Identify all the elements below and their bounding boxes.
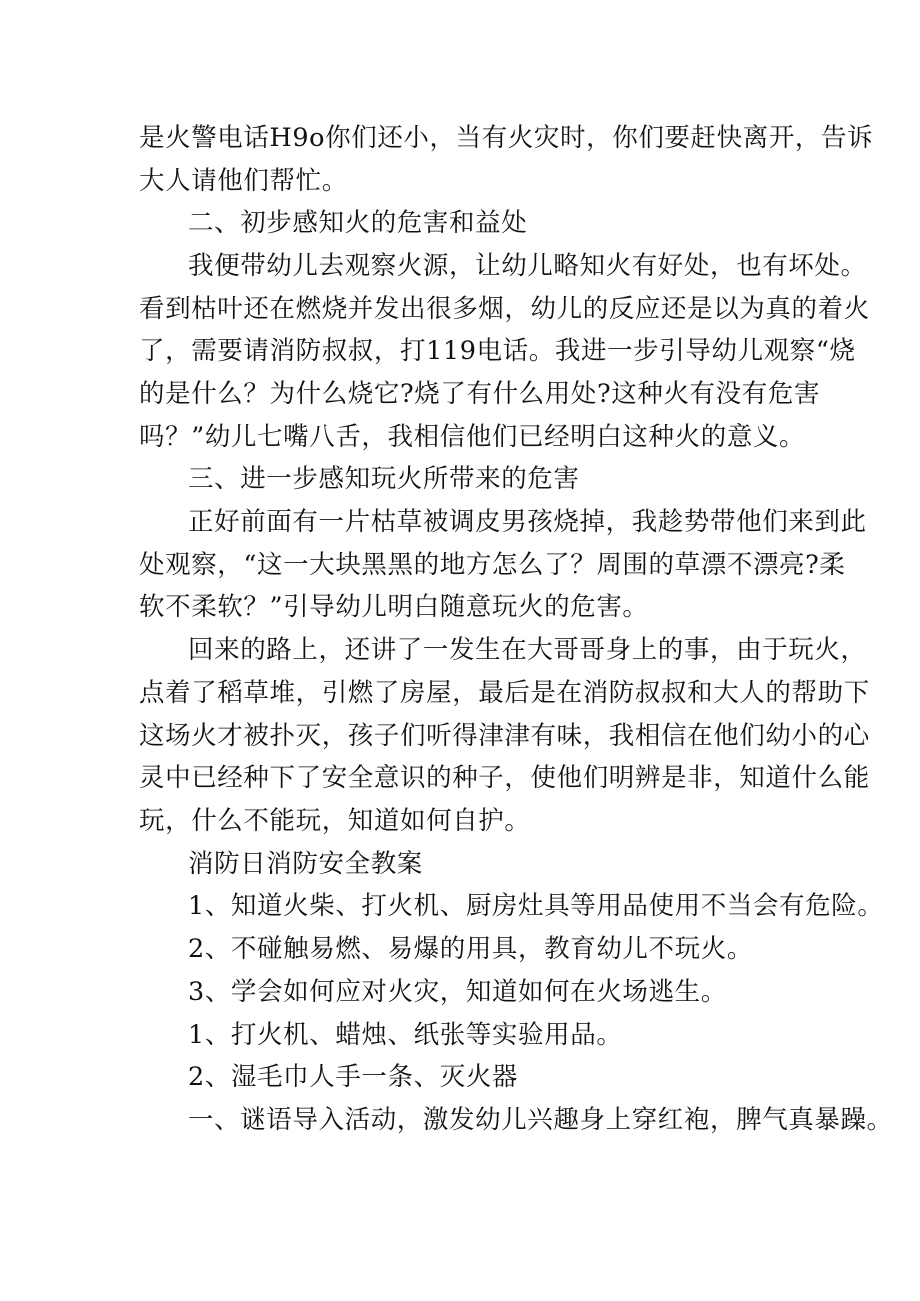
- text-line: 了，需要请消防叔叔，打119电话。我进一步引导幼儿观察“烧: [139, 336, 856, 366]
- text-line: 的是什么？为什么烧它?烧了有什么用处?这种火有没有危害: [139, 379, 821, 409]
- section-heading: 三、进一步感知玩火所带来的危害: [188, 464, 580, 494]
- text-line: 正好前面有一片枯草被调皮男孩烧掉，我趁势带他们来到此: [188, 507, 867, 537]
- text-line: 灵中已经种下了安全意识的种子，使他们明辨是非，知道什么能: [139, 763, 870, 793]
- text-line: 玩，什么不能玩，知道如何自护。: [139, 806, 531, 836]
- text-line: 回来的路上，还讲了一发生在大哥哥身上的事，由于玩火，: [188, 635, 867, 665]
- text-line: 是火警电话H9o你们还小，当有火灾时，你们要赶快离开，告诉: [139, 123, 874, 153]
- text-line: 这场火才被扑灭，孩子们听得津津有味，我相信在他们幼小的心: [139, 721, 870, 751]
- section-heading: 二、初步感知火的危害和益处: [188, 208, 528, 238]
- text-line: 点着了稻草堆，引燃了房屋，最后是在消防叔叔和大人的帮助下: [139, 678, 870, 708]
- document-title: 消防日消防安全教案: [188, 849, 423, 879]
- list-item: 1、知道火柴、打火机、厨房灶具等用品使用不当会有危险。: [188, 891, 884, 921]
- list-item: 2、湿毛巾人手一条、灭火器: [188, 1062, 519, 1092]
- text-line: 吗？”幼儿七嘴八舌，我相信他们已经明白这种火的意义。: [139, 422, 806, 452]
- list-item: 2、不碰触易燃、易爆的用具，教育幼儿不玩火。: [188, 934, 753, 964]
- text-line: 我便带幼儿去观察火源，让幼儿略知火有好处，也有坏处。: [188, 251, 867, 281]
- text-line: 大人请他们帮忙。: [139, 166, 348, 196]
- list-item: 1、打火机、蜡烛、纸张等实验用品。: [188, 1020, 623, 1050]
- text-line: 处观察，“这一大块黑黑的地方怎么了？周围的草漂不漂亮?柔: [139, 550, 846, 580]
- text-line: 一、谜语导入活动，激发幼儿兴趣身上穿红袍，脾气真暴躁。: [188, 1105, 893, 1135]
- text-line: 看到枯叶还在燃烧并发出很多烟，幼儿的反应还是以为真的着火: [139, 294, 870, 324]
- text-line: 软不柔软？”引导幼儿明白随意玩火的危害。: [139, 592, 649, 622]
- list-item: 3、学会如何应对火灾，知道如何在火场逃生。: [188, 977, 727, 1007]
